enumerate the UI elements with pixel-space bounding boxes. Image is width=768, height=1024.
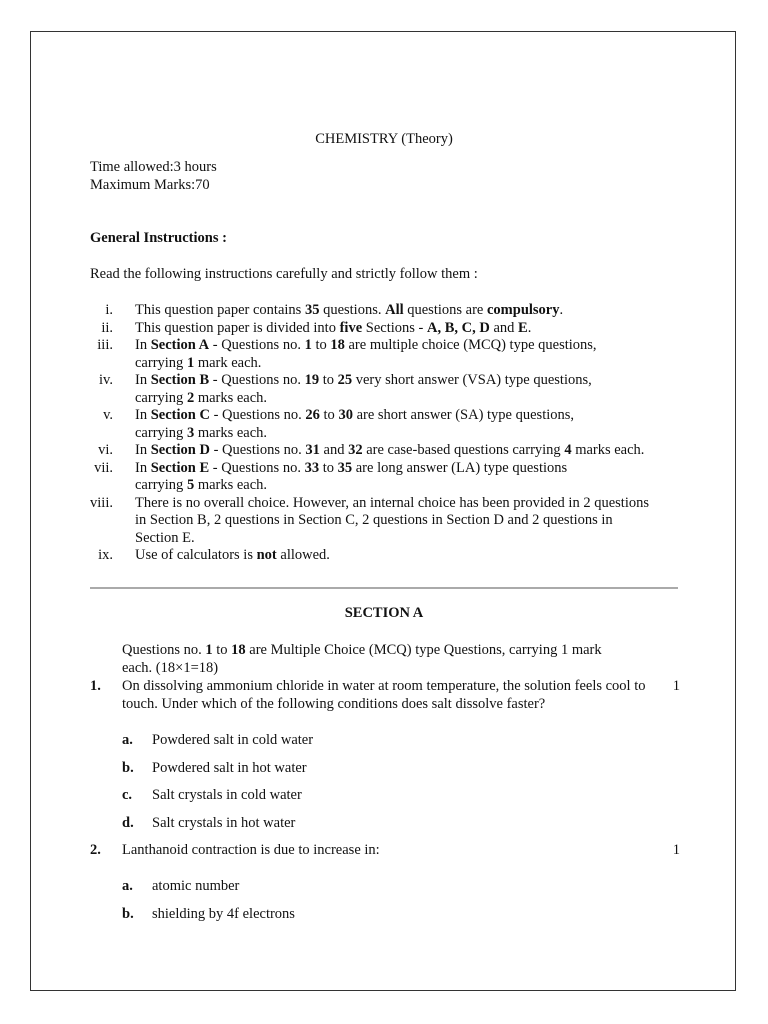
instruction-item xyxy=(86,495,686,548)
question-marks: 1 xyxy=(672,678,680,694)
option-label: c. xyxy=(122,787,133,803)
instruction-item xyxy=(86,337,686,372)
instruction-number: vii. xyxy=(94,459,113,476)
option-text: atomic number xyxy=(152,878,240,894)
question-1-option-c xyxy=(122,786,302,804)
instruction-text: In Section A - Questions no. 1 to 18 are multiple choice (MCQ) type questions, carrying 1 mark each. xyxy=(135,337,597,371)
instruction-item xyxy=(86,320,686,338)
question-2 xyxy=(90,842,680,860)
general-instructions-intro: Read the following instructions carefully and strictly follow them : xyxy=(90,266,478,282)
option-text: Salt crystals in hot water xyxy=(152,815,296,831)
instruction-item xyxy=(86,460,686,495)
instruction-item xyxy=(86,302,686,320)
question-1 xyxy=(90,678,680,713)
time-allowed: Time allowed:3 hours xyxy=(90,159,217,175)
instruction-number: i. xyxy=(105,302,113,318)
instruction-number: iv. xyxy=(99,372,113,388)
instructions-list xyxy=(86,302,686,565)
question-number: 1. xyxy=(90,678,101,694)
instruction-text: This question paper contains 35 questions. All questions are compulsory. xyxy=(135,302,564,318)
instruction-text: In Section E - Questions no. 33 to 35 are long answer (LA) type questions carrying 5 marks each. xyxy=(135,459,568,493)
question-1-option-b xyxy=(122,759,307,777)
instruction-text: In Section B - Questions no. 19 to 25 very short answer (VSA) type questions, carrying 2 marks each. xyxy=(135,372,592,406)
instruction-number: viii. xyxy=(90,494,113,511)
option-text: Salt crystals in cold water xyxy=(152,787,302,803)
instruction-number: vi. xyxy=(98,442,113,458)
instruction-number: v. xyxy=(103,407,113,423)
instruction-text: Use of calculators is not allowed. xyxy=(135,547,330,563)
option-text: Powdered salt in hot water xyxy=(152,760,307,776)
question-1-option-a xyxy=(122,731,313,749)
instruction-item xyxy=(86,442,686,460)
section-divider xyxy=(90,587,678,589)
instruction-text: This question paper is divided into five Sections - A, B, C, D and E. xyxy=(135,319,532,336)
general-instructions-heading: General Instructions : xyxy=(90,230,227,246)
instruction-text: There is no overall choice. However, an internal choice has been provided in 2 questions in Section B, 2 questions in Section C, 2 questions in Section D and 2 questions in Section E. xyxy=(135,494,649,546)
question-2-option-b xyxy=(122,905,295,923)
option-text: Powdered salt in cold water xyxy=(152,732,314,748)
instruction-number: iii. xyxy=(97,337,113,353)
instruction-text: In Section C - Questions no. 26 to 30 are short answer (SA) type questions, carrying 3 marks each. xyxy=(135,407,575,441)
question-text: Lanthanoid contraction is due to increase in: xyxy=(122,842,380,858)
instruction-number: ii. xyxy=(101,319,113,336)
section-a-intro: Questions no. 1 to 18 are Multiple Choice (MCQ) type Questions, carrying 1 mark each. (18×1=18) xyxy=(122,642,602,676)
paper-meta xyxy=(90,158,217,194)
instruction-item xyxy=(86,407,686,442)
option-label: b. xyxy=(122,760,134,776)
option-text: shielding by 4f electrons xyxy=(152,906,295,922)
instruction-text: In Section D - Questions no. 31 and 32 are case-based questions carrying 4 marks each. xyxy=(135,442,645,458)
question-1-option-d xyxy=(122,814,295,832)
instruction-item xyxy=(86,372,686,407)
question-number: 2. xyxy=(90,842,101,858)
instruction-number: ix. xyxy=(98,547,113,563)
instruction-item xyxy=(86,547,686,565)
option-label: b. xyxy=(122,906,134,922)
option-label: a. xyxy=(122,732,133,748)
option-label: d. xyxy=(122,815,134,831)
paper-title: CHEMISTRY (Theory) xyxy=(315,131,453,147)
question-marks: 1 xyxy=(672,842,680,858)
section-a-title: SECTION A xyxy=(344,605,424,621)
maximum-marks: Maximum Marks:70 xyxy=(90,177,210,193)
question-text: On dissolving ammonium chloride in water at room temperature, the solution feels cool to touch. Under which of the following conditions does salt dissolve faster? xyxy=(122,678,646,712)
question-2-option-a xyxy=(122,877,239,895)
option-label: a. xyxy=(122,878,133,894)
